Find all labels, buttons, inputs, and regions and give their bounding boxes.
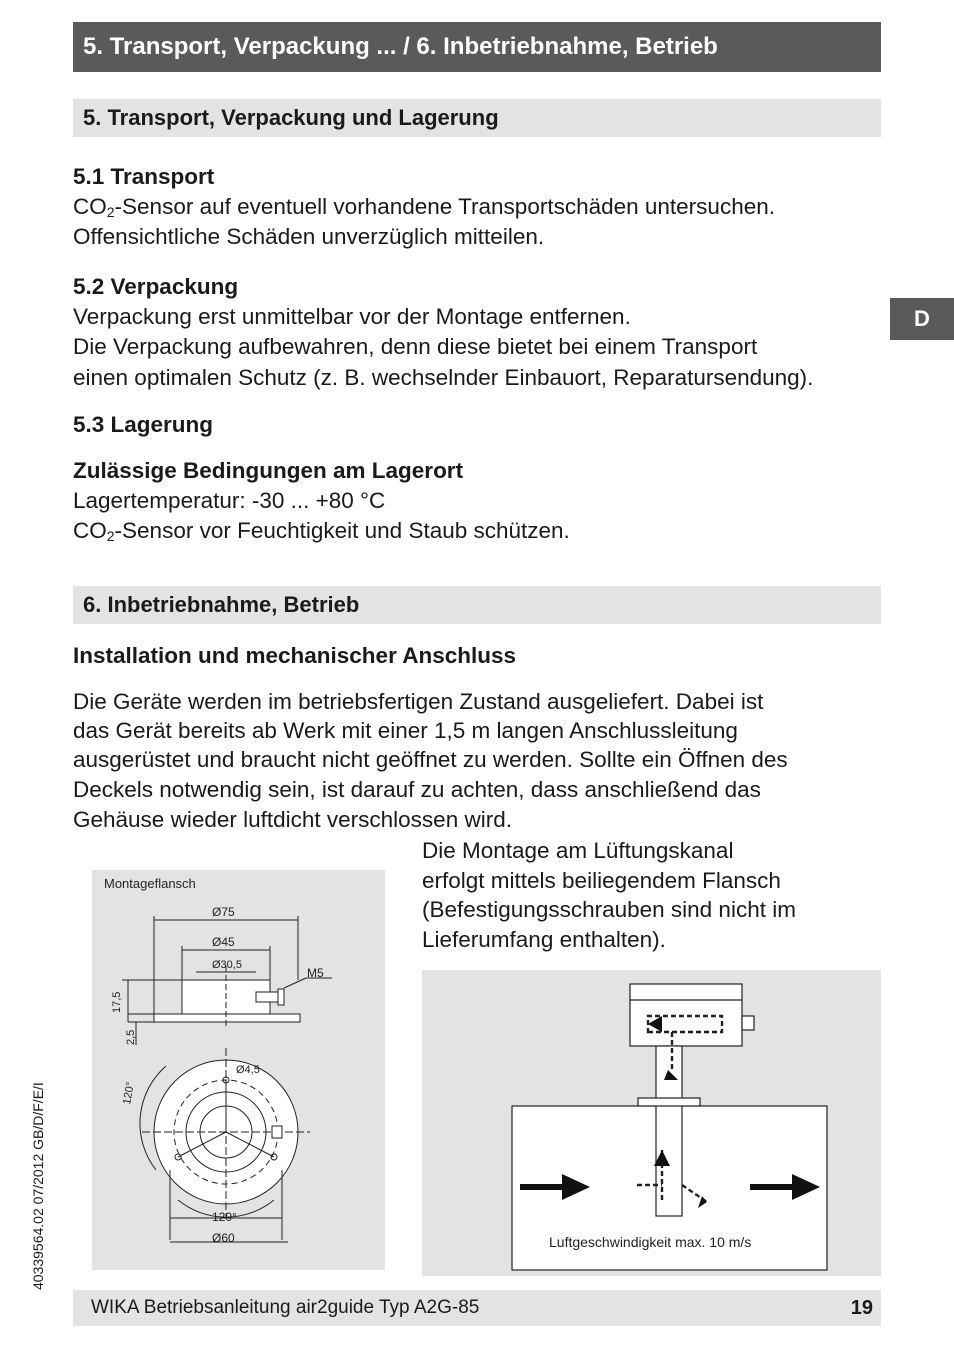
duct-installation-figure — [422, 970, 881, 1276]
mount-text-line: erfolgt mittels beiliegendem Flansch — [422, 868, 781, 893]
dim-d30: Ø30,5 — [212, 959, 242, 971]
mount-text-line: (Befestigungsschrauben sind nicht im — [422, 897, 796, 922]
dim-d60: Ø60 — [212, 1231, 235, 1245]
section-5-heading: 5. Transport, Verpackung und Lagerung — [73, 99, 881, 137]
angle-120-left: 120° — [121, 1081, 137, 1106]
text-5-2-line3: einen optimalen Schutz (z. B. wechselnder Einbauort, Reparatursendung). — [73, 365, 814, 390]
para-line: Deckels notwendig sein, ist darauf zu achten, dass anschließend das — [73, 777, 761, 802]
footer-text: WIKA Betriebsanleitung air2guide Typ A2G-85 — [91, 1297, 480, 1318]
text-5-3-line2: $CO_2$-Sensor vor Feuchtigkeit und Staub schützen. — [73, 518, 570, 544]
duct-caption: Luftgeschwindigkeit max. 10 m/s — [549, 1234, 752, 1250]
language-tab: D — [890, 298, 954, 340]
section-6-heading: 6. Inbetriebnahme, Betrieb — [73, 586, 881, 624]
para-line: Gehäuse wieder luftdicht verschlossen wird. — [73, 807, 512, 832]
heading-storage-conditions: Zulässige Bedingungen am Lagerort — [73, 458, 464, 483]
mounting-flange-figure — [92, 870, 385, 1270]
document-number: 40339564.02 07/2012 GB/D/F/E/I — [30, 1082, 46, 1290]
angle-120-bottom: 120° — [212, 1210, 237, 1224]
text-5-1-line2: Offensichtliche Schäden unverzüglich mitteilen. — [73, 224, 545, 249]
mount-text-line: Lieferumfang enthalten). — [422, 927, 666, 952]
page-title: 5. Transport, Verpackung ... / 6. Inbetriebnahme, Betrieb — [73, 22, 881, 72]
dim-hole: Ø4,5 — [236, 1064, 260, 1076]
para-line: ausgerüstet und braucht nicht geöffnet zu werden. Sollte ein Öffnen des — [73, 747, 788, 772]
duct-drawing — [422, 970, 881, 1276]
heading-5-1: 5.1 Transport — [73, 164, 215, 189]
para-line: Die Geräte werden im betriebsfertigen Zustand ausgeliefert. Dabei ist — [73, 689, 764, 714]
dim-h25: 2,5 — [125, 1029, 137, 1045]
flange-drawing — [92, 870, 385, 1270]
dim-h175: 17,5 — [111, 991, 123, 1013]
page-number: 19 — [850, 1297, 873, 1319]
heading-5-3: 5.3 Lagerung — [73, 412, 214, 437]
mount-text-line: Die Montage am Lüftungskanal — [422, 838, 734, 863]
text-5-2-line2: Die Verpackung aufbewahren, denn diese bietet bei einem Transport — [73, 334, 758, 359]
text-5-1-line1: $CO_2$-Sensor auf eventuell vorhandene Transportschäden untersuchen. — [73, 194, 775, 220]
para-line: das Gerät bereits ab Werk mit einer 1,5 m langen Anschlussleitung — [73, 718, 738, 743]
text-5-2-line1: Verpackung erst unmittelbar vor der Montage entfernen. — [73, 304, 631, 329]
dim-d45: Ø45 — [212, 935, 235, 949]
footer — [73, 1290, 881, 1326]
text-5-3-line1: Lagertemperatur: -30 ... +80 °C — [73, 488, 386, 513]
label-m5: M5 — [307, 966, 324, 980]
heading-installation: Installation und mechanischer Anschluss — [73, 643, 517, 668]
dim-d75: Ø75 — [212, 905, 235, 919]
figure-title: Montageflansch — [104, 876, 196, 891]
heading-5-2: 5.2 Verpackung — [73, 274, 239, 299]
